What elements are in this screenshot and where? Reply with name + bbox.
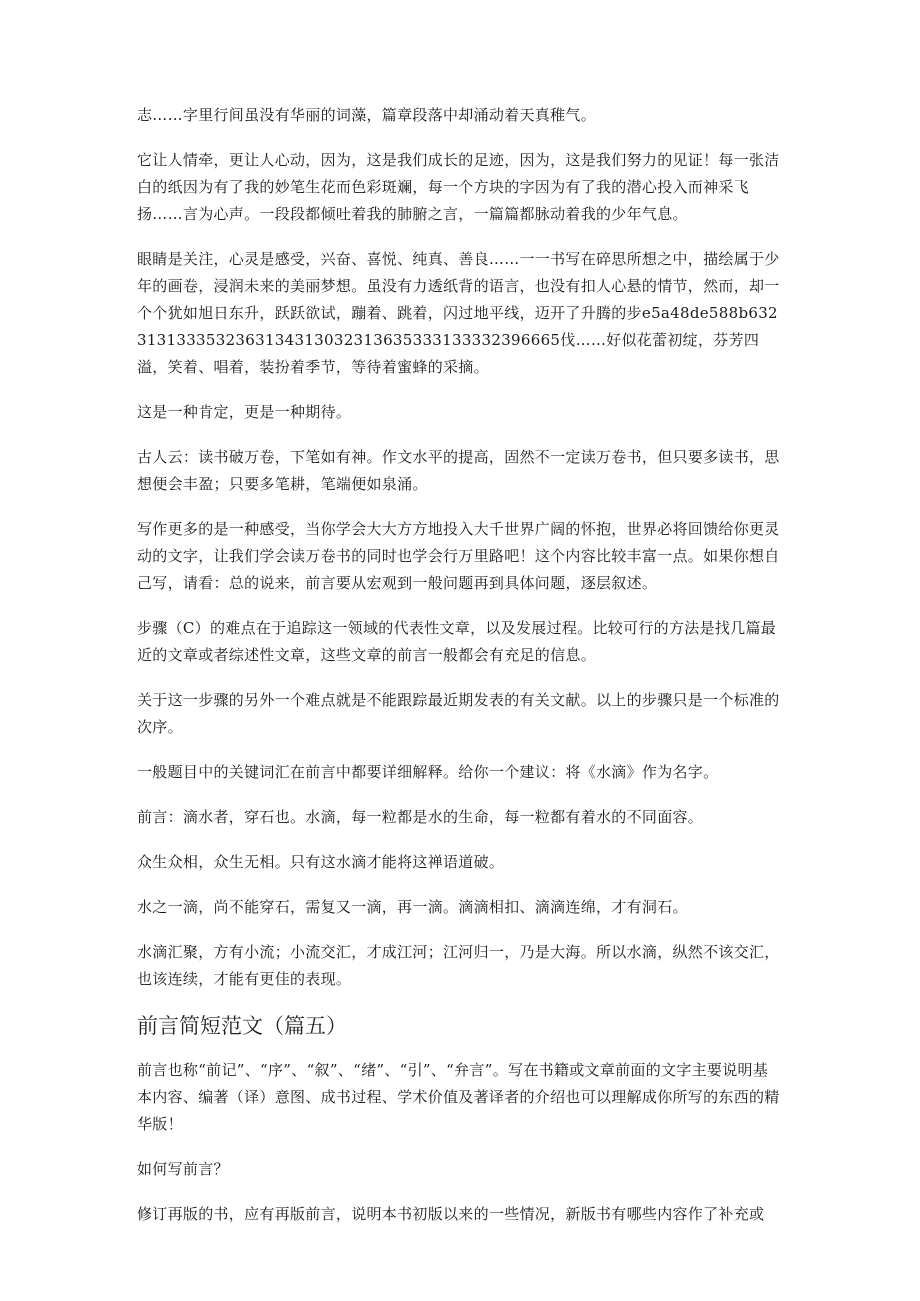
document-body [137, 102, 783, 1246]
paragraph: 写作更多的是一种感受，当你学会大大方方地投入大千世界广阔的怀抱，世界必将回馈给你更灵动的文字，让我们学会读万卷书的同时也学会行万里路吧！这个内容比较丰富一点。如果你想自己写，请看：总的说来，前言要从宏观到一般问题再到具体问题，逐层叙述。 [137, 520, 780, 592]
paragraph: 如何写前言？ [137, 1160, 229, 1178]
paragraph: 志……字里行间虽没有华丽的词藻，篇章段落中却涌动着天真稚气。 [137, 106, 597, 124]
paragraph: 前言也称“前记”、“序”、“叙”、“绪”、“引”、“弁言”。写在书籍或文章前面的文字主要说明基本内容、编著（译）意图、成书过程、学术价值及著译者的介绍也可以理解成你所写的东西的精华版！ [137, 1061, 780, 1133]
paragraph: 一般题目中的关键词汇在前言中都要详细解释。给你一个建议：将《水滴》作为名字。 [137, 763, 719, 781]
paragraph: 古人云：读书破万卷，下笔如有神。作文水平的提高，固然不一定读万卷书，但只要多读书，思想便会丰盈；只要多笔耕，笔端便如泉涌。 [137, 448, 780, 493]
paragraph: 众生众相，众生无相。只有这水滴才能将这禅语道破。 [137, 853, 505, 871]
paragraph: 水滴汇聚，方有小流；小流交汇，才成江河；江河归一，乃是大海。所以水滴，纵然不该交汇，也该连续，才能有更佳的表现。 [137, 943, 780, 988]
paragraph: 前言：滴水者，穿石也。水滴，每一粒都是水的生命，每一粒都有着水的不同面容。 [137, 808, 704, 826]
section-heading: 前言简短范文（篇五） [137, 1014, 347, 1038]
paragraph: 步骤（C）的难点在于追踪这一领域的代表性文章，以及发展过程。比较可行的方法是找几篇最近的文章或者综述性文章，这些文章的前言一般都会有充足的信息。 [137, 619, 777, 664]
paragraph: 它让人情牵，更让人心动，因为，这是我们成长的足迹，因为，这是我们努力的见证！每一张洁白的纸因为有了我的妙笔生花而色彩斑斓，每一个方块的字因为有了我的潜心投入而神采飞扬……言为心声。一段段都倾吐着我的肺腑之言，一篇篇都脉动着我的少年气息。 [137, 151, 780, 223]
paragraph: 修订再版的书，应有再版前言，说明本书初版以来的一些情况，新版书有哪些内容作了补充或 [137, 1205, 765, 1223]
paragraph: 关于这一步骤的另外一个难点就是不能跟踪最近期发表的有关文献。以上的步骤只是一个标准的次序。 [137, 691, 780, 736]
paragraph: 这是一种肯定，更是一种期待。 [137, 403, 352, 421]
paragraph: 水之一滴，尚不能穿石，需复又一滴，再一滴。滴滴相扣、滴滴连绵，才有洞石。 [137, 898, 688, 916]
paragraph: 眼睛是关注，心灵是感受，兴奋、喜悦、纯真、善良……一一书写在碎思所想之中，描绘属于少年的画卷，浸润未来的美丽梦想。虽没有力透纸背的语言，也没有扣人心悬的情节，然而，却一个个犹如旭日东升，跃跃欲试，蹦着、跳着，闪过地平线，迈开了升腾的步e5a48de588b6323131333532363134313032313635333133332396665伐……好似花蕾初绽，芬芳四溢，笑着、唱着，装扮着季节，等待着蜜蜂的采摘。 [137, 250, 780, 376]
